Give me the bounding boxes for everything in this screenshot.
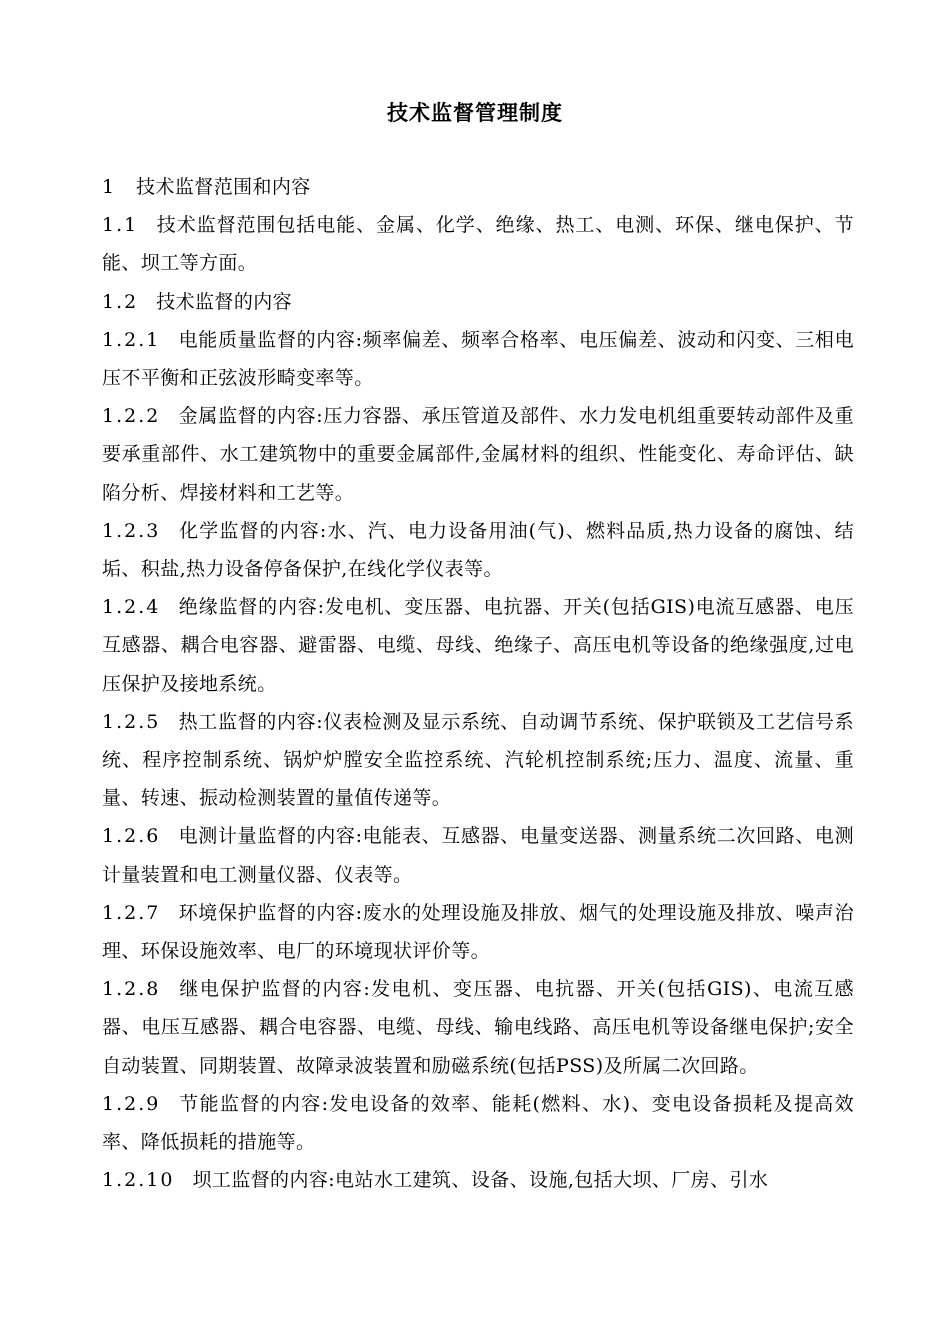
- section-1-2-5: [102, 703, 854, 818]
- section-1-2-8: [102, 970, 854, 1085]
- section-text: 坝工监督的内容:电站水工建筑、设备、设施,包括大坝、厂房、引水: [192, 1169, 769, 1192]
- section-text: 节能监督的内容:发电设备的效率、能耗(燃料、水)、变电设备损耗及提高效率、降低损耗的措施等。: [102, 1092, 854, 1154]
- section-1-2-2: [102, 397, 854, 512]
- section-number: 1.2.5: [102, 710, 161, 733]
- section-1-2-4: [102, 588, 854, 703]
- section-number: 1.1: [102, 214, 139, 237]
- section-number: 1.2.8: [102, 978, 161, 1001]
- section-number: 1.2: [102, 290, 139, 313]
- section-number: 1.2.7: [102, 901, 161, 924]
- section-text: 化学监督的内容:水、汽、电力设备用油(气)、燃料品质,热力设备的腐蚀、结垢、积盐,热力设备停备保护,在线化学仪表等。: [102, 519, 854, 581]
- section-text: 热工监督的内容:仪表检测及显示系统、自动调节系统、保护联锁及工艺信号系统、程序控制系统、锅炉炉膛安全监控系统、汽轮机控制系统;压力、温度、流量、重量、转速、振动检测装置的量值传递等。: [102, 710, 854, 810]
- section-text: 技术监督范围包括电能、金属、化学、绝缘、热工、电测、环保、继电保护、节能、坝工等方面。: [102, 214, 854, 275]
- section-1-2-7: [102, 894, 854, 970]
- section-1-2-3: [102, 512, 854, 588]
- section-text: 电测计量监督的内容:电能表、互感器、电量变送器、测量系统二次回路、电测计量装置和电工测量仪器、仪表等。: [102, 825, 854, 886]
- section-1: [102, 168, 854, 206]
- section-1-1: [102, 206, 854, 282]
- document-title: 技术监督管理制度: [387, 100, 563, 125]
- section-1-2: [102, 283, 854, 321]
- section-number: 1.2.3: [102, 519, 161, 542]
- section-number: 1.2.10: [102, 1169, 175, 1192]
- section-number: 1.2.4: [102, 596, 161, 619]
- section-1-2-6: [102, 817, 854, 893]
- section-text: 技术监督范围和内容: [136, 176, 311, 198]
- section-text: 环境保护监督的内容:废水的处理设施及排放、烟气的处理设施及排放、噪声治理、环保设施效率、电厂的环境现状评价等。: [102, 901, 854, 963]
- section-text: 绝缘监督的内容:发电机、变压器、电抗器、开关(包括GIS)电流互感器、电压互感器、耦合电容器、避雷器、电缆、母线、绝缘子、高压电机等设备的绝缘强度,过电压保护及接地系统。: [102, 596, 854, 695]
- section-number: 1: [102, 176, 117, 198]
- section-text: 金属监督的内容:压力容器、承压管道及部件、水力发电机组重要转动部件及重要承重部件、水工建筑物中的重要金属部件,金属材料的组织、性能变化、寿命评估、缺陷分析、焊接材料和工艺等。: [102, 405, 854, 504]
- section-number: 1.2.1: [102, 328, 161, 351]
- section-text: 技术监督的内容: [156, 290, 293, 313]
- section-1-2-9: [102, 1085, 854, 1161]
- document-body: [102, 168, 854, 1199]
- section-number: 1.2.9: [102, 1092, 161, 1115]
- section-text: 电能质量监督的内容:频率偏差、频率合格率、电压偏差、波动和闪变、三相电压不平衡和正弦波形畸变率等。: [102, 328, 854, 390]
- section-text: 继电保护监督的内容:发电机、变压器、电抗器、开关(包括GIS)、电流互感器、电压互感器、耦合电容器、电缆、母线、输电线路、高压电机等设备继电保护;安全自动装置、同期装置、故障录波装置和励磁系统(包括PSS)及所属二次回路。: [102, 978, 854, 1077]
- section-number: 1.2.2: [102, 405, 161, 428]
- section-1-2-1: [102, 321, 854, 397]
- section-number: 1.2.6: [102, 825, 161, 848]
- section-1-2-10: [102, 1161, 854, 1199]
